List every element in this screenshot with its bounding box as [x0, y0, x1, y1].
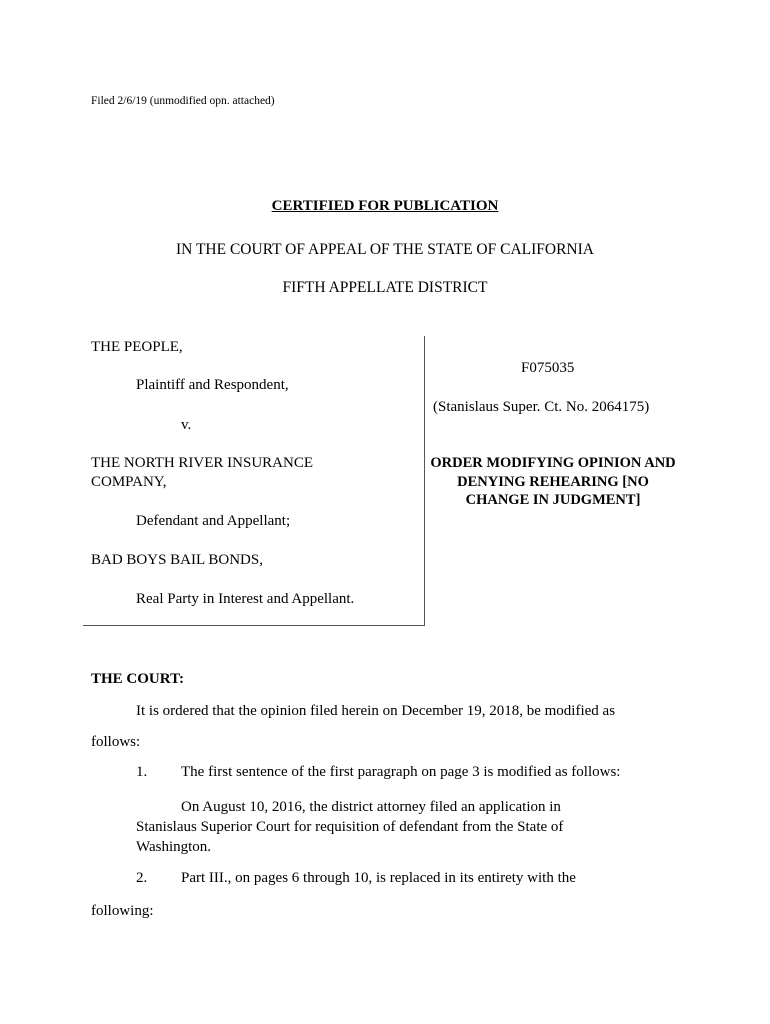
plaintiff-role: Plaintiff and Respondent,	[136, 377, 289, 393]
defendant-name-line1: THE NORTH RIVER INSURANCE	[91, 455, 314, 471]
intro-line1: It is ordered that the opinion filed herein on December 19, 2018, be modified as	[136, 703, 616, 719]
certified-heading: CERTIFIED FOR PUBLICATION	[271, 198, 499, 214]
defendant-role: Defendant and Appellant;	[136, 513, 291, 529]
item2-continuation: following:	[91, 903, 154, 919]
trial-court-number: (Stanislaus Super. Ct. No. 2064175)	[433, 399, 650, 415]
intro-line2: follows:	[91, 734, 141, 750]
case-number: F075035	[521, 360, 575, 376]
order-title: ORDER MODIFYING OPINION AND DENYING REHEARING [NO CHANGE IN JUDGMENT]	[430, 455, 676, 508]
filed-note: Filed 2/6/19 (unmodified opn. attached)	[91, 95, 275, 107]
caption-vertical-rule	[424, 336, 425, 626]
caption-horizontal-rule	[83, 625, 425, 626]
defendant-name-line2: COMPANY,	[91, 474, 167, 490]
item1-text: The first sentence of the first paragraph on page 3 is modified as follows:	[181, 764, 621, 780]
item1-number: 1.	[136, 764, 148, 780]
item1-quote: On August 10, 2016, the district attorney filed an application in Stanislaus Superior Court for requisition of defendant from the State of Washington.	[136, 799, 564, 855]
real-party-role: Real Party in Interest and Appellant.	[136, 591, 355, 607]
plaintiff-name: THE PEOPLE,	[91, 339, 183, 355]
item2-text: Part III., on pages 6 through 10, is replaced in its entirety with the	[181, 870, 576, 886]
real-party-name: BAD BOYS BAIL BONDS,	[91, 552, 263, 568]
district-name: FIFTH APPELLATE DISTRICT	[282, 279, 488, 296]
item2-number: 2.	[136, 870, 148, 886]
court-name: IN THE COURT OF APPEAL OF THE STATE OF CALIFORNIA	[176, 241, 594, 258]
the-court-heading: THE COURT:	[91, 671, 184, 687]
versus: v.	[181, 417, 192, 433]
